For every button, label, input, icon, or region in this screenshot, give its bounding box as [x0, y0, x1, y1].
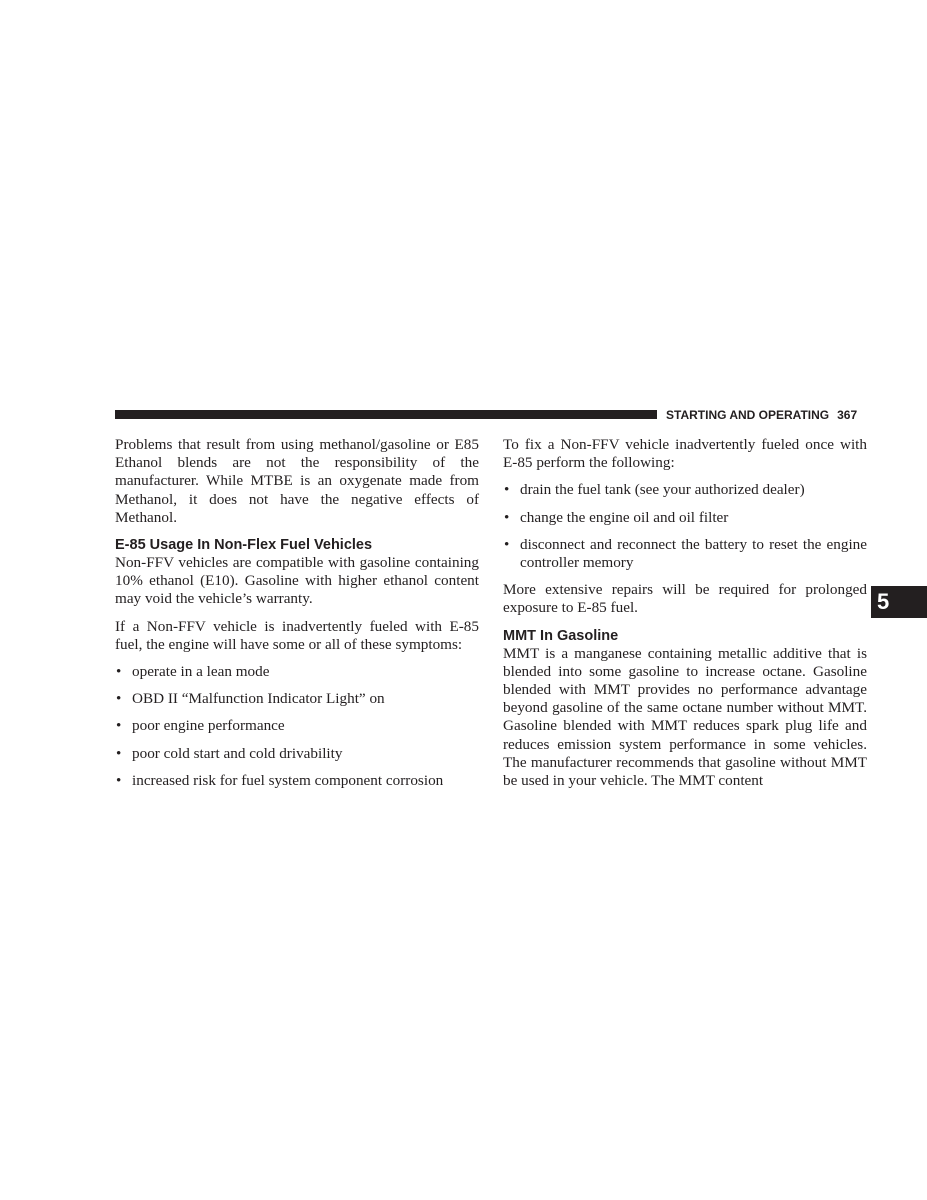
- list-item-text: disconnect and reconnect the battery to reset the engine controller memory: [520, 535, 867, 572]
- list-item: [115, 690, 479, 708]
- running-header: [666, 407, 866, 423]
- bullet-icon: •: [504, 535, 510, 553]
- left-column: [115, 436, 479, 799]
- list-item: [115, 663, 479, 681]
- mmt-paragraph: MMT is a manganese containing metallic additive that is blended into some gasoline to increase octane. Gasoline blended with MMT provides no performance advantage beyond gasoline of the same octane number without MMT. Gasoline blended with MMT reduces spark plug life and reduces emission system performance in some vehicles. The manufacturer recommends that gasoline without MMT be used in your vehicle. The MMT content: [503, 644, 867, 790]
- list-item: [503, 536, 867, 572]
- repairs-paragraph: More extensive repairs will be required for prolonged exposure to E-85 fuel.: [503, 581, 867, 617]
- chapter-tab: 5: [871, 586, 927, 618]
- list-item: [503, 509, 867, 527]
- bullet-icon: •: [116, 663, 122, 681]
- bullet-icon: •: [116, 744, 122, 762]
- symptoms-intro-paragraph: If a Non-FFV vehicle is inadvertently fueled with E-85 fuel, the engine will have some or all of these symptoms:: [115, 617, 479, 653]
- list-item-text: change the engine oil and oil filter: [520, 508, 729, 526]
- section-heading-e85: E-85 Usage In Non-Flex Fuel Vehicles: [115, 537, 373, 554]
- list-item: [503, 481, 867, 499]
- list-item: [115, 745, 479, 763]
- symptoms-list: [115, 663, 479, 790]
- page-number: 367: [837, 408, 858, 422]
- bullet-icon: •: [504, 508, 510, 526]
- compatibility-paragraph: Non-FFV vehicles are compatible with gasoline containing 10% ethanol (E10). Gasoline with higher ethanol content may void the vehicle’s warranty.: [115, 554, 479, 608]
- section-heading-mmt: MMT In Gasoline: [503, 627, 619, 644]
- list-item: [115, 772, 479, 790]
- bullet-icon: •: [116, 717, 122, 735]
- list-item: [115, 717, 479, 735]
- bullet-icon: •: [116, 771, 122, 789]
- intro-paragraph: Problems that result from using methanol/gasoline or E85 Ethanol blends are not the responsibility of the manufacturer. While MTBE is an oxygenate made from Methanol, it does not have the negative effects of Methanol.: [115, 436, 479, 526]
- list-item-text: poor cold start and cold drivability: [132, 744, 343, 762]
- fix-intro-paragraph: To fix a Non-FFV vehicle inadvertently fueled once with E-85 perform the following:: [503, 436, 867, 472]
- bullet-icon: •: [116, 690, 122, 708]
- fix-steps-list: [503, 481, 867, 572]
- right-column: [503, 436, 867, 799]
- section-title: STARTING AND OPERATING: [666, 408, 830, 422]
- list-item-text: drain the fuel tank (see your authorized dealer): [520, 481, 805, 499]
- header-rule: [115, 410, 657, 419]
- list-item-text: operate in a lean mode: [132, 663, 270, 681]
- list-item-text: poor engine performance: [132, 717, 285, 735]
- bullet-icon: •: [504, 481, 510, 499]
- list-item-text: OBD II “Malfunction Indicator Light” on: [132, 690, 385, 708]
- list-item-text: increased risk for fuel system component corrosion: [132, 771, 444, 789]
